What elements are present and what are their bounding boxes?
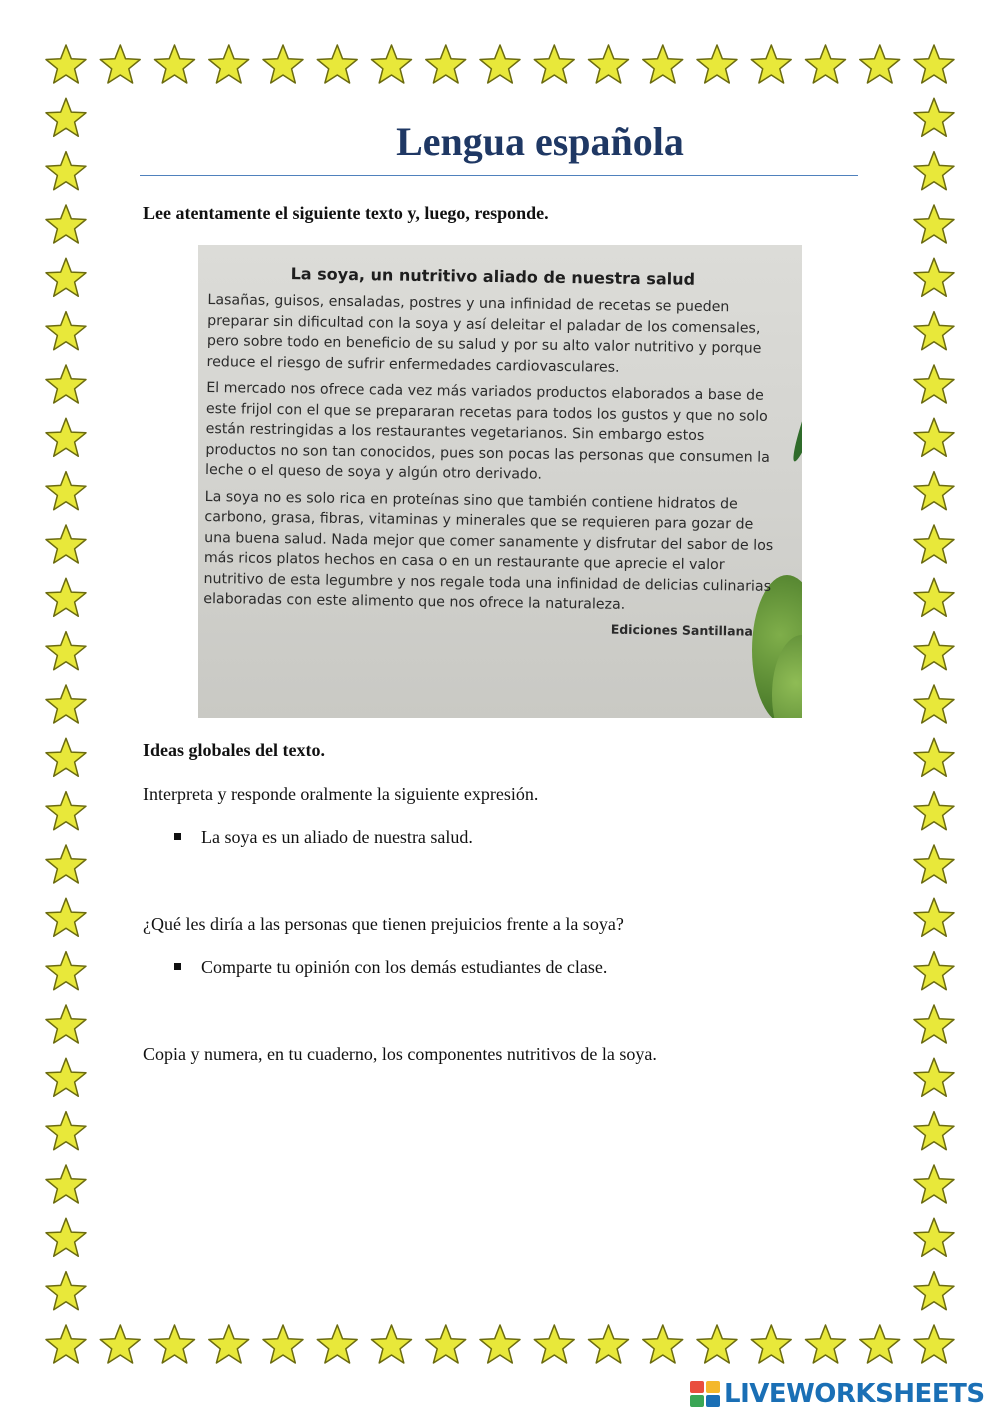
bullet-text: Comparte tu opinión con los demás estudiantes de clase. bbox=[201, 957, 608, 977]
star-icon bbox=[914, 1005, 954, 1043]
instruction-text: Lee atentamente el siguiente texto y, luego, responde. bbox=[143, 203, 549, 223]
brand-name: LIVEWORKSHEETS bbox=[724, 1379, 985, 1409]
star-icon bbox=[46, 738, 86, 776]
star-icon bbox=[46, 898, 86, 936]
star-icon bbox=[209, 1325, 249, 1363]
star-icon bbox=[46, 258, 86, 296]
star-icon bbox=[46, 152, 86, 190]
star-icon bbox=[534, 45, 574, 83]
star-icon bbox=[46, 365, 86, 403]
star-icon bbox=[317, 1325, 357, 1363]
section-title: Ideas globales del texto. bbox=[143, 740, 325, 760]
page-title: Lengua española bbox=[396, 119, 684, 164]
star-icon bbox=[46, 952, 86, 990]
star-icon bbox=[914, 1325, 954, 1363]
star-icon bbox=[914, 578, 954, 616]
star-icon bbox=[46, 418, 86, 456]
star-icon bbox=[589, 45, 629, 83]
title-divider bbox=[140, 175, 858, 176]
star-icon bbox=[46, 98, 86, 136]
star-icon bbox=[46, 45, 86, 83]
question-2-bullet bbox=[174, 957, 607, 978]
star-icon bbox=[914, 1112, 954, 1150]
star-icon bbox=[46, 205, 86, 243]
bullet-text: La soya es un aliado de nuestra salud. bbox=[201, 827, 473, 847]
liveworksheets-logo bbox=[690, 1380, 985, 1408]
star-icon bbox=[914, 472, 954, 510]
star-icon bbox=[806, 1325, 846, 1363]
star-icon bbox=[914, 1218, 954, 1256]
star-icon bbox=[914, 365, 954, 403]
star-icon bbox=[46, 1112, 86, 1150]
star-icon bbox=[480, 45, 520, 83]
plant-stem bbox=[788, 346, 802, 464]
star-icon bbox=[914, 738, 954, 776]
star-icon bbox=[426, 1325, 466, 1363]
reading-paragraph-3: La soya no es solo rica en proteínas sino que también contiene hidratos de carbono, grasa, fibras, vitaminas y minerales que se requieren para gozar de una buena salud. Nada mejor que comer sanamente y disfrutar del sabor de los más ricos platos hechos en casa o en un restaurante que aprecie el valor nutritivo de esta legumbre y nos regale toda una infinidad de delicias culinarias elaboradas con este alimento que nos ofrece la naturaleza. bbox=[203, 488, 774, 613]
question-1-bullet bbox=[174, 827, 473, 848]
star-icon bbox=[46, 525, 86, 563]
star-icon bbox=[914, 1272, 954, 1310]
star-icon bbox=[155, 45, 195, 83]
star-icon bbox=[263, 45, 303, 83]
star-icon bbox=[697, 1325, 737, 1363]
star-icon bbox=[914, 632, 954, 670]
star-icon bbox=[860, 1325, 900, 1363]
bullet-square-icon bbox=[174, 963, 181, 970]
star-icon bbox=[100, 1325, 140, 1363]
star-icon bbox=[914, 792, 954, 830]
star-icon bbox=[46, 1058, 86, 1096]
star-icon bbox=[914, 98, 954, 136]
star-icon bbox=[914, 418, 954, 456]
star-icon bbox=[317, 45, 357, 83]
star-icon bbox=[643, 45, 683, 83]
question-1: Interpreta y responde oralmente la siguiente expresión. bbox=[143, 784, 539, 804]
star-icon bbox=[480, 1325, 520, 1363]
star-icon bbox=[589, 1325, 629, 1363]
reading-text-image bbox=[198, 245, 802, 718]
star-icon bbox=[209, 45, 249, 83]
star-icon bbox=[46, 1325, 86, 1363]
bullet-square-icon bbox=[174, 833, 181, 840]
star-icon bbox=[914, 1058, 954, 1096]
reading-source: Ediciones Santillana bbox=[610, 621, 754, 639]
star-icon bbox=[155, 1325, 195, 1363]
star-icon bbox=[860, 45, 900, 83]
star-icon bbox=[46, 1005, 86, 1043]
star-icon bbox=[914, 45, 954, 83]
question-3: Copia y numera, en tu cuaderno, los componentes nutritivos de la soya. bbox=[143, 1044, 657, 1064]
star-icon bbox=[751, 1325, 791, 1363]
star-icon bbox=[914, 152, 954, 190]
star-icon bbox=[697, 45, 737, 83]
star-icon bbox=[46, 632, 86, 670]
star-icon bbox=[46, 845, 86, 883]
reading-paragraph-2: El mercado nos ofrece cada vez más variados productos elaborados a base de este frijol con el que se prepararan recetas para todos los gustos y que no solo están restringidas a los restaurantes vegetarianos. Sin embargo estos productos no son tan conocidos, pues son pocas las personas que consumen la leche o el queso de soya y algún otro derivado. bbox=[204, 379, 770, 483]
star-icon bbox=[914, 205, 954, 243]
star-icon bbox=[914, 312, 954, 350]
star-icon bbox=[46, 1218, 86, 1256]
star-icon bbox=[914, 685, 954, 723]
star-icon bbox=[100, 45, 140, 83]
reading-heading: La soya, un nutritivo aliado de nuestra salud bbox=[290, 264, 696, 289]
star-icon bbox=[914, 1165, 954, 1203]
star-icon bbox=[372, 45, 412, 83]
reading-paragraph-1: Lasañas, guisos, ensaladas, postres y una infinidad de recetas se pueden preparar sin dificultad con la soya y así deleitar el paladar de los comensales, pero sobre todo en beneficio de su salud y por su alto valor nutritivo y porque reduce el riesgo de sufrir enfermedades cardiovasculares. bbox=[206, 291, 762, 376]
star-icon bbox=[914, 258, 954, 296]
star-icon bbox=[914, 952, 954, 990]
star-icon bbox=[751, 45, 791, 83]
question-2: ¿Qué les diría a las personas que tienen prejuicios frente a la soya? bbox=[143, 914, 624, 934]
star-icon bbox=[46, 578, 86, 616]
star-icon bbox=[263, 1325, 303, 1363]
star-icon bbox=[46, 685, 86, 723]
star-icon bbox=[426, 45, 466, 83]
star-icon bbox=[372, 1325, 412, 1363]
star-icon bbox=[46, 1272, 86, 1310]
star-icon bbox=[643, 1325, 683, 1363]
star-icon bbox=[46, 472, 86, 510]
star-icon bbox=[914, 525, 954, 563]
star-icon bbox=[806, 45, 846, 83]
star-icon bbox=[534, 1325, 574, 1363]
star-icon bbox=[46, 1165, 86, 1203]
star-icon bbox=[914, 845, 954, 883]
star-icon bbox=[46, 312, 86, 350]
star-icon bbox=[914, 898, 954, 936]
star-icon bbox=[46, 792, 86, 830]
liveworksheets-logo-icon bbox=[690, 1381, 720, 1407]
